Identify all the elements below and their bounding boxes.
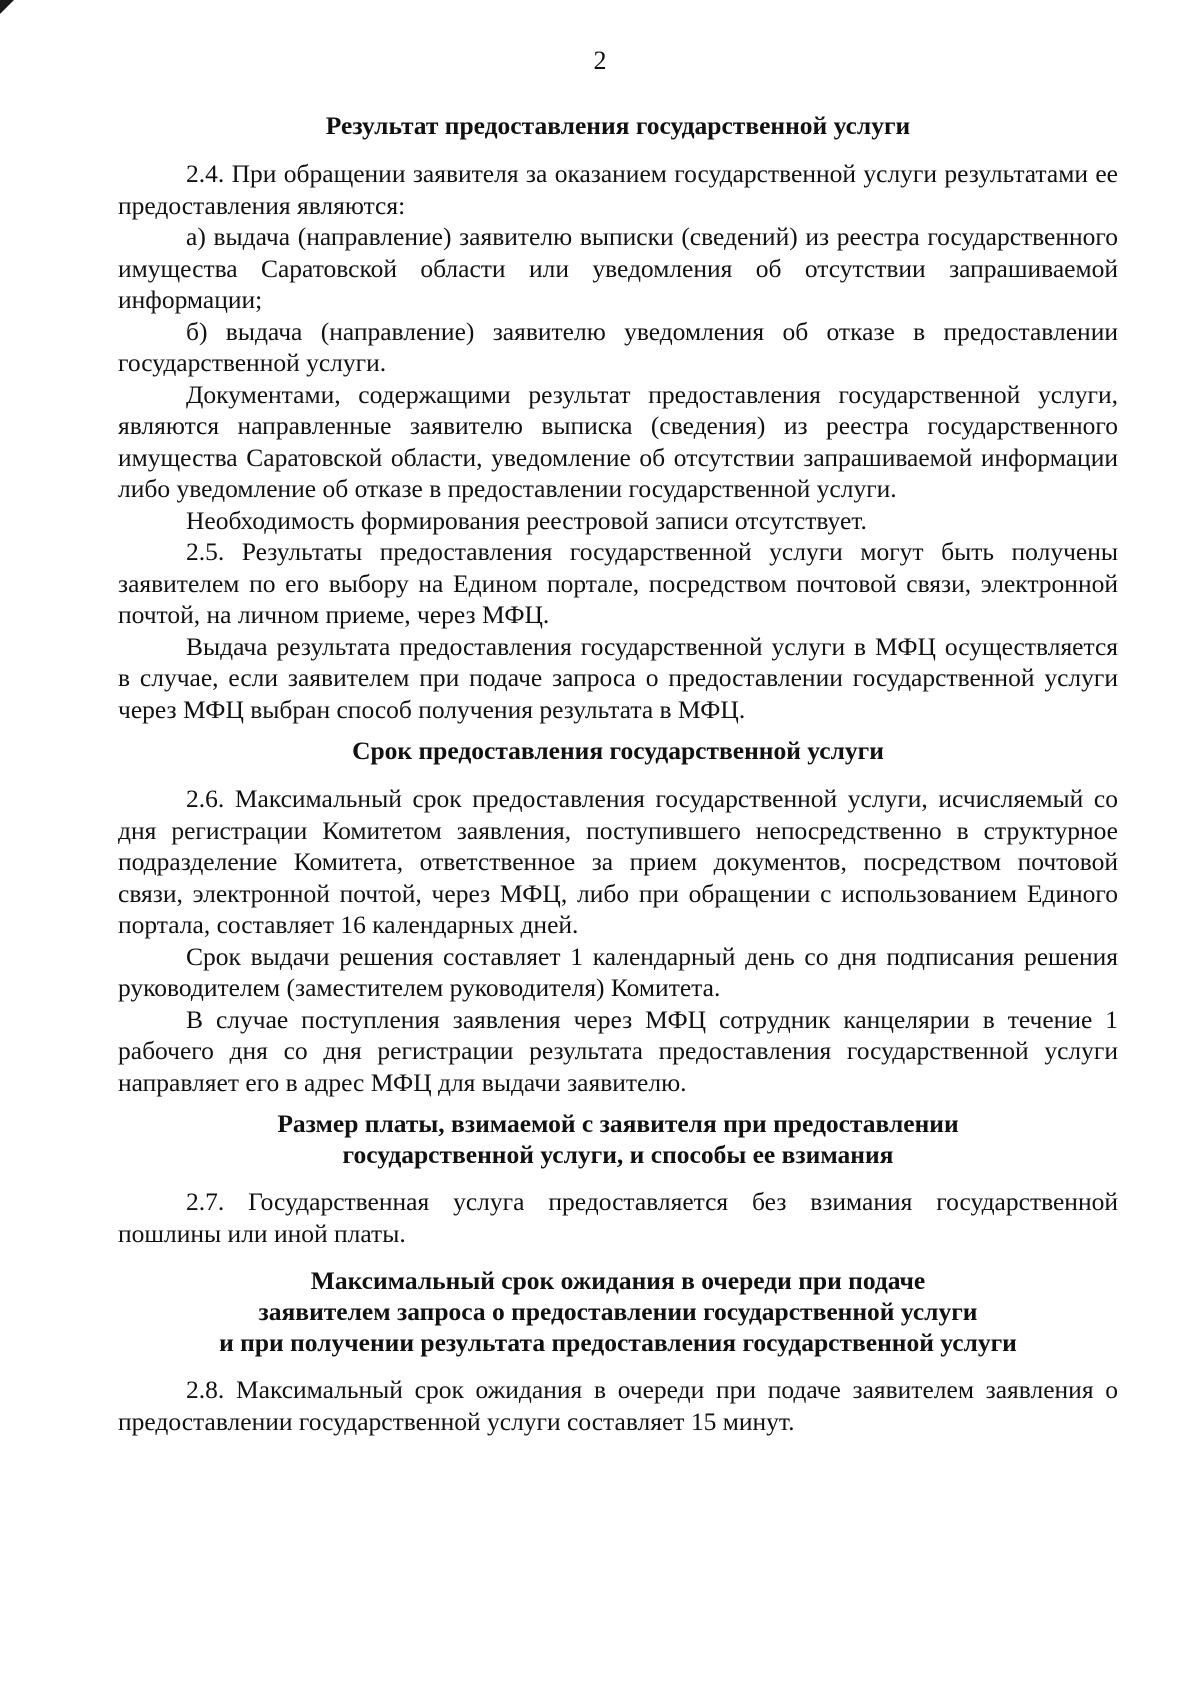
paragraph-2-5: 2.5. Результаты предоставления государственной услуги могут быть получены заявителем по его выбору на Едином портале, посредством почтовой связи, электронной почтой, на личном приеме, через МФЦ. <box>118 537 1118 629</box>
paragraph-item-b: б) выдача (направление) заявителю уведомления об отказе в предоставлении государственной услуги. <box>118 316 1118 377</box>
paragraph-registry-record: Необходимость формирования реестровой записи отсутствует. <box>186 505 867 535</box>
section-result <box>118 110 1118 725</box>
scan-corner-mark <box>0 0 14 14</box>
section-term <box>118 735 1118 1098</box>
section-queue-heading-line-3: и при получении результата предоставления государственной услуги <box>219 1328 1017 1357</box>
section-fee <box>118 1108 1118 1249</box>
paragraph-decision-term: Срок выдачи решения составляет 1 календарный день со дня подписания решения руководителем (заместителем руководителя) Комитета. <box>118 941 1118 1002</box>
paragraph-mfc-transfer: В случае поступления заявления через МФЦ сотрудник канцелярии в течение 1 рабочего дня со дня регистрации результата предоставления государственной услуги направляет его в адрес МФЦ для выдачи заявителю. <box>118 1004 1118 1097</box>
paragraph-2-4: 2.4. При обращении заявителя за оказанием государственной услуги результатами ее предоставления являются: <box>118 159 1118 220</box>
section-queue-heading-line-1: Максимальный срок ожидания в очереди при подаче <box>310 1266 926 1295</box>
page-number: 2 <box>593 46 607 75</box>
section-queue <box>118 1265 1118 1437</box>
paragraph-2-8: 2.8. Максимальный срок ожидания в очереди при подаче заявителем заявления о предоставлении государственной услуги составляет 15 минут. <box>118 1375 1118 1436</box>
paragraph-item-a: а) выдача (направление) заявителю выписки (сведений) из реестра государственного имущества Саратовской области или уведомления об отсутствии запрашиваемой информации; <box>118 222 1118 314</box>
document-page <box>118 110 1118 1437</box>
paragraph-2-7: 2.7. Государственная услуга предоставляется без взимания государственной пошлины или иной платы. <box>118 1187 1118 1248</box>
paragraph-2-6: 2.6. Максимальный срок предоставления государственной услуги, исчисляемый со дня регистрации Комитетом заявления, поступившего непосредственно в структурное подразделение Комитета, ответственное за прием документов, посредством почтовой связи, электронной почтой, через МФЦ, либо при обращении с использованием Единого портала, составляет 16 календарных дней. <box>118 784 1118 939</box>
section-fee-heading-line-2: государственной услуги, и способы ее взимания <box>342 1140 894 1169</box>
paragraph-mfc-issue: Выдача результата предоставления государственной услуги в МФЦ осуществляется в случае, если заявителем при подаче запроса о предоставлении государственной услуги через МФЦ выбран способ получения результата в МФЦ. <box>118 631 1118 724</box>
section-fee-heading-line-1: Размер платы, взимаемой с заявителя при предоставлении <box>277 1109 959 1138</box>
section-result-heading: Результат предоставления государственной услуги <box>325 111 911 140</box>
section-queue-heading <box>118 1265 1118 1358</box>
section-term-heading: Срок предоставления государственной услуги <box>352 736 884 765</box>
section-queue-heading-line-2: заявителем запроса о предоставлении государственной услуги <box>258 1297 978 1326</box>
section-fee-heading <box>118 1108 1118 1170</box>
paragraph-documents: Документами, содержащими результат предоставления государственной услуги, являются направленные заявителю выписка (сведения) из реестра государственного имущества Саратовской области, уведомление об отсутствии запрашиваемой информации либо уведомление об отказе в предоставлении государственной услуги. <box>118 379 1118 503</box>
